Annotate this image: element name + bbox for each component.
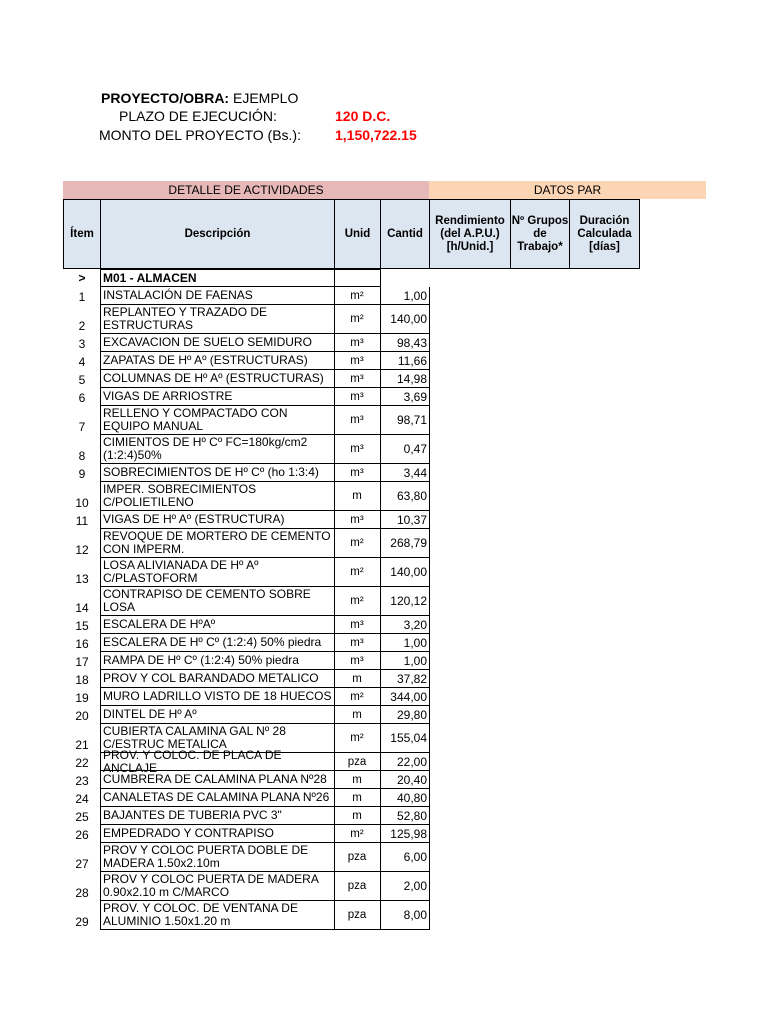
row-item-number: 27 <box>75 857 89 871</box>
table-row <box>63 652 430 670</box>
row-unit: m³ <box>334 634 381 652</box>
row-unit: m <box>334 706 381 724</box>
row-item-number: 23 <box>75 774 89 788</box>
row-item-number: 14 <box>75 601 89 615</box>
table-row <box>63 771 430 789</box>
table-row <box>63 511 430 529</box>
col-item-header: Ítem <box>63 199 101 269</box>
row-item-number: 29 <box>75 915 89 929</box>
amount-value: 1,150,722.15 <box>335 127 417 143</box>
row-unit: pza <box>334 843 381 872</box>
amount-label: MONTO DEL PROYECTO (Bs.): <box>99 127 301 143</box>
row-unit: m³ <box>334 370 381 388</box>
row-item-number: 1 <box>78 290 86 304</box>
col-groups-header: Nº Grupos de Trabajo* <box>510 199 570 269</box>
row-unit: m² <box>334 587 381 616</box>
row-unit: m³ <box>334 511 381 529</box>
row-description: IMPER. SOBRECIMIENTOS C/POLIETILENO <box>100 482 335 511</box>
row-description: BAJANTES DE TUBERIA PVC 3" <box>100 807 335 825</box>
table-row <box>63 843 430 872</box>
table-row <box>63 388 430 406</box>
row-quantity: 63,80 <box>380 482 430 511</box>
row-unit: m² <box>334 688 381 706</box>
table-row <box>63 587 430 616</box>
row-item-number: 12 <box>75 543 89 557</box>
table-row <box>63 688 430 706</box>
table-row <box>63 872 430 901</box>
row-description: REPLANTEO Y TRAZADO DE ESTRUCTURAS <box>100 305 335 334</box>
row-quantity: 11,66 <box>380 352 430 370</box>
row-unit: m² <box>334 558 381 587</box>
row-quantity: 14,98 <box>380 370 430 388</box>
row-description: CANALETAS DE CALAMINA PLANA Nº26 <box>100 789 335 807</box>
row-item-number: 24 <box>75 792 89 806</box>
row-unit: m <box>334 789 381 807</box>
row-description: ZAPATAS DE Hº Aº (ESTRUCTURAS) <box>100 352 335 370</box>
row-quantity: 1,00 <box>380 652 430 670</box>
row-quantity: 3,69 <box>380 388 430 406</box>
col-unit-header: Unid <box>334 199 381 269</box>
table-row <box>63 616 430 634</box>
row-description: RELLENO Y COMPACTADO CON EQUIPO MANUAL <box>100 406 335 435</box>
group-title: M01 - ALMACEN <box>100 269 335 287</box>
table-row <box>63 634 430 652</box>
row-description: INSTALACIÓN DE FAENAS <box>100 287 335 305</box>
table-row <box>63 464 430 482</box>
table-row <box>63 789 430 807</box>
row-item-number: 7 <box>78 420 86 434</box>
project-value: EJEMPLO <box>232 90 299 106</box>
row-item-number: 2 <box>78 319 86 333</box>
term-label: PLAZO DE EJECUCIÓN: <box>119 108 277 124</box>
row-unit: m³ <box>334 352 381 370</box>
col-yield-header: Rendimiento (del A.P.U.) [h/Unid.] <box>429 199 511 269</box>
row-unit: m² <box>334 825 381 843</box>
row-quantity: 98,71 <box>380 406 430 435</box>
row-description: REVOQUE DE MORTERO DE CEMENTO CON IMPERM. <box>100 529 335 558</box>
row-description: MURO LADRILLO VISTO DE 18 HUECOS <box>100 688 335 706</box>
row-unit: pza <box>334 872 381 901</box>
row-description: PROV Y COLOC PUERTA DE MADERA 0.90x2.10 m C/MARCO <box>100 872 335 901</box>
table-row <box>63 529 430 558</box>
row-description: ESCALERA DE HºAº <box>100 616 335 634</box>
row-quantity: 22,00 <box>380 753 430 771</box>
project-line <box>101 90 298 106</box>
table-row <box>63 747 430 775</box>
row-description: PROV Y COLOC PUERTA DOBLE DE MADERA 1.50x2.10m <box>100 843 335 872</box>
row-item-number: 8 <box>78 449 86 463</box>
col-quantity-header: Cantid <box>380 199 430 269</box>
row-unit: m³ <box>334 406 381 435</box>
row-description: RAMPA DE Hº Cº (1:2:4) 50% piedra <box>100 652 335 670</box>
table-row <box>63 406 430 435</box>
row-description: ESCALERA DE Hº Cº (1:2:4) 50% piedra <box>100 634 335 652</box>
col-duration-header: Duración Calculada [días] <box>569 199 640 269</box>
row-unit: m <box>334 482 381 511</box>
group-row <box>63 269 430 287</box>
row-description: VIGAS DE ARRIOSTRE <box>100 388 335 406</box>
row-quantity: 3,44 <box>380 464 430 482</box>
row-item-number: 5 <box>78 373 86 387</box>
table-row <box>63 370 430 388</box>
term-value: 120 D.C. <box>335 108 391 124</box>
row-description: PROV. Y COLOC. DE PLACA DE ANCLAJE <box>100 753 335 771</box>
row-item-number: 11 <box>75 514 89 528</box>
row-item-number: 3 <box>78 337 86 351</box>
row-description: SOBRECIMIENTOS DE Hº Cº (ho 1:3:4) <box>100 464 335 482</box>
table-row <box>63 670 430 688</box>
row-unit: m³ <box>334 616 381 634</box>
row-quantity: 40,80 <box>380 789 430 807</box>
table-row <box>63 435 430 464</box>
row-quantity: 3,20 <box>380 616 430 634</box>
project-label: PROYECTO/OBRA: <box>101 90 230 106</box>
row-quantity: 20,40 <box>380 771 430 789</box>
row-item-number: 17 <box>75 655 89 669</box>
row-item-number: 19 <box>75 691 89 705</box>
row-quantity: 140,00 <box>380 558 430 587</box>
row-description: VIGAS DE Hº Aº (ESTRUCTURA) <box>100 511 335 529</box>
row-quantity: 155,04 <box>380 724 430 753</box>
row-description: EXCAVACION DE SUELO SEMIDURO <box>100 334 335 352</box>
row-item-number: 25 <box>75 810 89 824</box>
row-quantity: 2,00 <box>380 872 430 901</box>
activities-band: DETALLE DE ACTIVIDADES <box>63 181 429 199</box>
table-row <box>63 901 430 930</box>
row-unit: m² <box>334 724 381 753</box>
table-row <box>63 305 430 334</box>
data-band: DATOS PAR <box>429 181 706 199</box>
table-row <box>63 334 430 352</box>
row-description: CIMIENTOS DE Hº Cº FC=180kg/cm2 (1:2:4)50% <box>100 435 335 464</box>
row-unit: m³ <box>334 334 381 352</box>
col-description-header: Descripción <box>100 199 335 269</box>
row-item-number: 18 <box>75 673 89 687</box>
row-item-number: 26 <box>75 828 89 842</box>
row-quantity: 1,00 <box>380 287 430 305</box>
row-quantity: 268,79 <box>380 529 430 558</box>
row-unit: m² <box>334 529 381 558</box>
row-unit: m² <box>334 305 381 334</box>
table-row <box>63 558 430 587</box>
row-description: EMPEDRADO Y CONTRAPISO <box>100 825 335 843</box>
row-item-number: 6 <box>78 391 86 405</box>
row-item-number: 4 <box>78 355 86 369</box>
table-row <box>63 352 430 370</box>
table-row <box>63 807 430 825</box>
row-description: PROV Y COL BARANDADO METALICO <box>100 670 335 688</box>
row-description: CUBIERTA CALAMINA GAL Nº 28 C/ESTRUC METALICA <box>100 724 335 753</box>
row-unit: m³ <box>334 464 381 482</box>
row-quantity: 6,00 <box>380 843 430 872</box>
table-row <box>63 287 430 305</box>
row-unit: m³ <box>334 435 381 464</box>
table-row <box>63 482 430 511</box>
row-quantity: 140,00 <box>380 305 430 334</box>
row-quantity: 344,00 <box>380 688 430 706</box>
row-quantity: 37,82 <box>380 670 430 688</box>
row-item-number: 20 <box>75 709 89 723</box>
row-item-number: 16 <box>75 637 89 651</box>
row-item-number: 15 <box>75 619 89 633</box>
row-unit: pza <box>334 753 381 771</box>
row-description: LOSA ALIVIANADA DE Hº Aº C/PLASTOFORM <box>100 558 335 587</box>
row-quantity: 10,37 <box>380 511 430 529</box>
row-quantity: 120,12 <box>380 587 430 616</box>
row-quantity: 0,47 <box>380 435 430 464</box>
row-unit: m² <box>334 287 381 305</box>
group-unit-cell <box>334 269 381 287</box>
row-unit: m <box>334 807 381 825</box>
row-quantity: 52,80 <box>380 807 430 825</box>
row-description: CONTRAPISO DE CEMENTO SOBRE LOSA <box>100 587 335 616</box>
row-quantity: 8,00 <box>380 901 430 930</box>
row-description: COLUMNAS DE Hº Aº (ESTRUCTURAS) <box>100 370 335 388</box>
table-row <box>63 706 430 724</box>
row-item-number: 22 <box>75 756 89 770</box>
row-quantity: 29,80 <box>380 706 430 724</box>
row-description: DINTEL DE Hº Aº <box>100 706 335 724</box>
row-quantity: 125,98 <box>380 825 430 843</box>
row-item-number: 10 <box>75 496 89 510</box>
row-item-number: 9 <box>78 467 86 481</box>
table-row <box>63 825 430 843</box>
row-description: CUMBRERA DE CALAMINA PLANA Nº28 <box>100 771 335 789</box>
row-unit: m <box>334 670 381 688</box>
group-marker: > <box>78 270 86 285</box>
row-unit: m³ <box>334 652 381 670</box>
row-item-number: 13 <box>75 572 89 586</box>
row-unit: m³ <box>334 388 381 406</box>
row-quantity: 1,00 <box>380 634 430 652</box>
row-quantity: 98,43 <box>380 334 430 352</box>
row-item-number: 28 <box>75 886 89 900</box>
row-item-number: 21 <box>75 738 89 752</box>
row-unit: pza <box>334 901 381 930</box>
row-unit: m <box>334 771 381 789</box>
row-description: PROV. Y COLOC. DE VENTANA DE ALUMINIO 1.50x1.20 m <box>100 901 335 930</box>
